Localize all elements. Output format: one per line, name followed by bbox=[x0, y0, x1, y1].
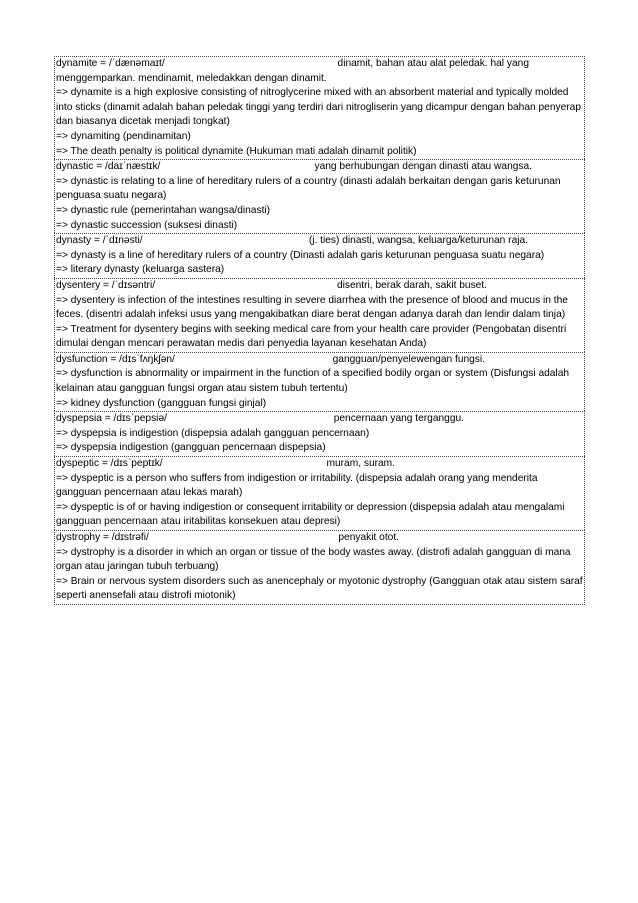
entry-dysfunction bbox=[54, 352, 585, 411]
headword: dysentery = /ˈdɪsəntri/ bbox=[56, 279, 156, 291]
entry-line: => dyspeptic is a person who suffers from indigestion or irritability. (dispepsia adalah orang yang menderita gangguan pencernaan atau lekas marah) bbox=[56, 472, 538, 499]
entry-line: => dyspepsia is indigestion (dispepsia adalah gangguan pencernaan) bbox=[56, 427, 370, 439]
entry-line: => dysfunction is abnormality or impairment in the function of a specified bodily organ or system (Disfungsi adalah kelainan atau gangguan fungsi organ atau sistem tubuh tertentu) bbox=[56, 368, 570, 395]
meaning: disentri, berak darah, sakit buset. bbox=[336, 279, 487, 291]
entry-line: => dyspepsia indigestion (gangguan pencernaan dispepsia) bbox=[56, 442, 326, 454]
meaning: penyakit otot. bbox=[338, 532, 399, 543]
entry-line: => Brain or nervous system disorders such as anencephaly or myotonic dystrophy (Gangguan otak atau sistem saraf seperti anensefali atau distrofi miotonik) bbox=[56, 575, 583, 602]
entry-line: => Treatment for dysentery begins with seeking medical care from your health care provider (Pengobatan disentri dimulai dengan mencari perawatan medis dari penyedia layanan kesehatan Anda) bbox=[56, 323, 567, 350]
meaning: yang berhubungan dengan dinasti atau wangsa. bbox=[314, 161, 532, 173]
entry-line: => dysentery is infection of the intestines resulting in severe diarrhea with the presence of blood and mucus in the feces. (disentri adalah infeksi usus yang mengakibatkan diare berat dengan adanya darah dan lendir dalam tinja) bbox=[56, 294, 568, 321]
entry-line: => The death penalty is political dynamite (Hukuman mati adalah dinamit politik) bbox=[56, 145, 417, 157]
entry-header bbox=[56, 412, 583, 427]
entry-dyspeptic bbox=[54, 456, 585, 530]
entry-line: => dystrophy is a disorder in which an organ or tissue of the body wastes away. (distrofi adalah gangguan di mana organ atau jaringan tubuh terbuang) bbox=[56, 546, 571, 573]
entry-line: => dynastic rule (pemerintahan wangsa/dinasti) bbox=[56, 204, 271, 216]
entry-line: => literary dynasty (keluarga sastera) bbox=[56, 264, 225, 276]
meaning: (j. ties) dinasti, wangsa, keluarga/keturunan raja. bbox=[308, 235, 528, 247]
entry-header bbox=[56, 279, 583, 294]
entry-dysentery bbox=[54, 278, 585, 352]
headword: dyspeptic = /dɪsˈpeptɪk/ bbox=[56, 458, 163, 470]
headword: dynastic = /daɪˈnæstɪk/ bbox=[56, 161, 161, 173]
entry-line: => dynamite is a high explosive consisting of nitroglycerine mixed with an absorbent material and typically molded into sticks (dinamit adalah bahan peledak tinggi yang terdiri dari nitrogliserin yang dicampur dengan bahan penyerap dan biasanya dicetak menjadi tongkat) bbox=[56, 87, 581, 128]
entry-line: => kidney dysfunction (gangguan fungsi ginjal) bbox=[56, 397, 267, 409]
meaning: muram, suram. bbox=[326, 458, 395, 470]
meaning: pencernaan yang terganggu. bbox=[333, 413, 464, 425]
entry-dynastic bbox=[54, 159, 585, 233]
headword: dynamite = /ˈdænəmaɪt/ bbox=[56, 58, 165, 69]
headword: dyspepsia = /dɪsˈpepsiə/ bbox=[56, 413, 167, 425]
entry-header bbox=[56, 234, 583, 249]
entry-header bbox=[56, 531, 583, 546]
headword: dystrophy = /dɪstrəfi/ bbox=[56, 532, 149, 543]
headword: dynasty = /ˈdɪnəsti/ bbox=[56, 235, 143, 247]
entry-line: => dynastic is relating to a line of hereditary rulers of a country (dinasti adalah berkaitan dengan garis keturunan penguasa suatu negara) bbox=[56, 175, 561, 202]
entry-dystrophy bbox=[54, 530, 585, 605]
entry-header bbox=[56, 353, 583, 368]
entry-line: menggemparkan. mendinamit, meledakkan dengan dinamit. bbox=[56, 72, 327, 84]
headword: dysfunction = /dɪsˈfʌŋkʃən/ bbox=[56, 353, 175, 365]
entry-header bbox=[56, 160, 583, 175]
entry-header bbox=[56, 57, 583, 72]
entry-header bbox=[56, 457, 583, 472]
entry-line: => dyspeptic is of or having indigestion or consequent irritability or depression (dispepsia adalah atau mengalami gangguan pencernaan atau iritabilitas konsekuen atau depresi) bbox=[56, 501, 565, 528]
entry-dyspepsia bbox=[54, 411, 585, 456]
dictionary-page bbox=[54, 56, 585, 605]
meaning: gangguan/penyelewengan fungsi. bbox=[332, 353, 485, 365]
entry-line: => dynamiting (pendinamitan) bbox=[56, 130, 191, 142]
meaning: dinamit, bahan atau alat peledak. hal yang bbox=[337, 58, 529, 69]
entry-line: => dynastic succession (suksesi dinasti) bbox=[56, 219, 238, 231]
entry-dynamite bbox=[54, 56, 585, 159]
entry-dynasty bbox=[54, 233, 585, 278]
entry-line: => dynasty is a line of hereditary rulers of a country (Dinasti adalah garis keturunan penguasa suatu negara) bbox=[56, 249, 545, 261]
